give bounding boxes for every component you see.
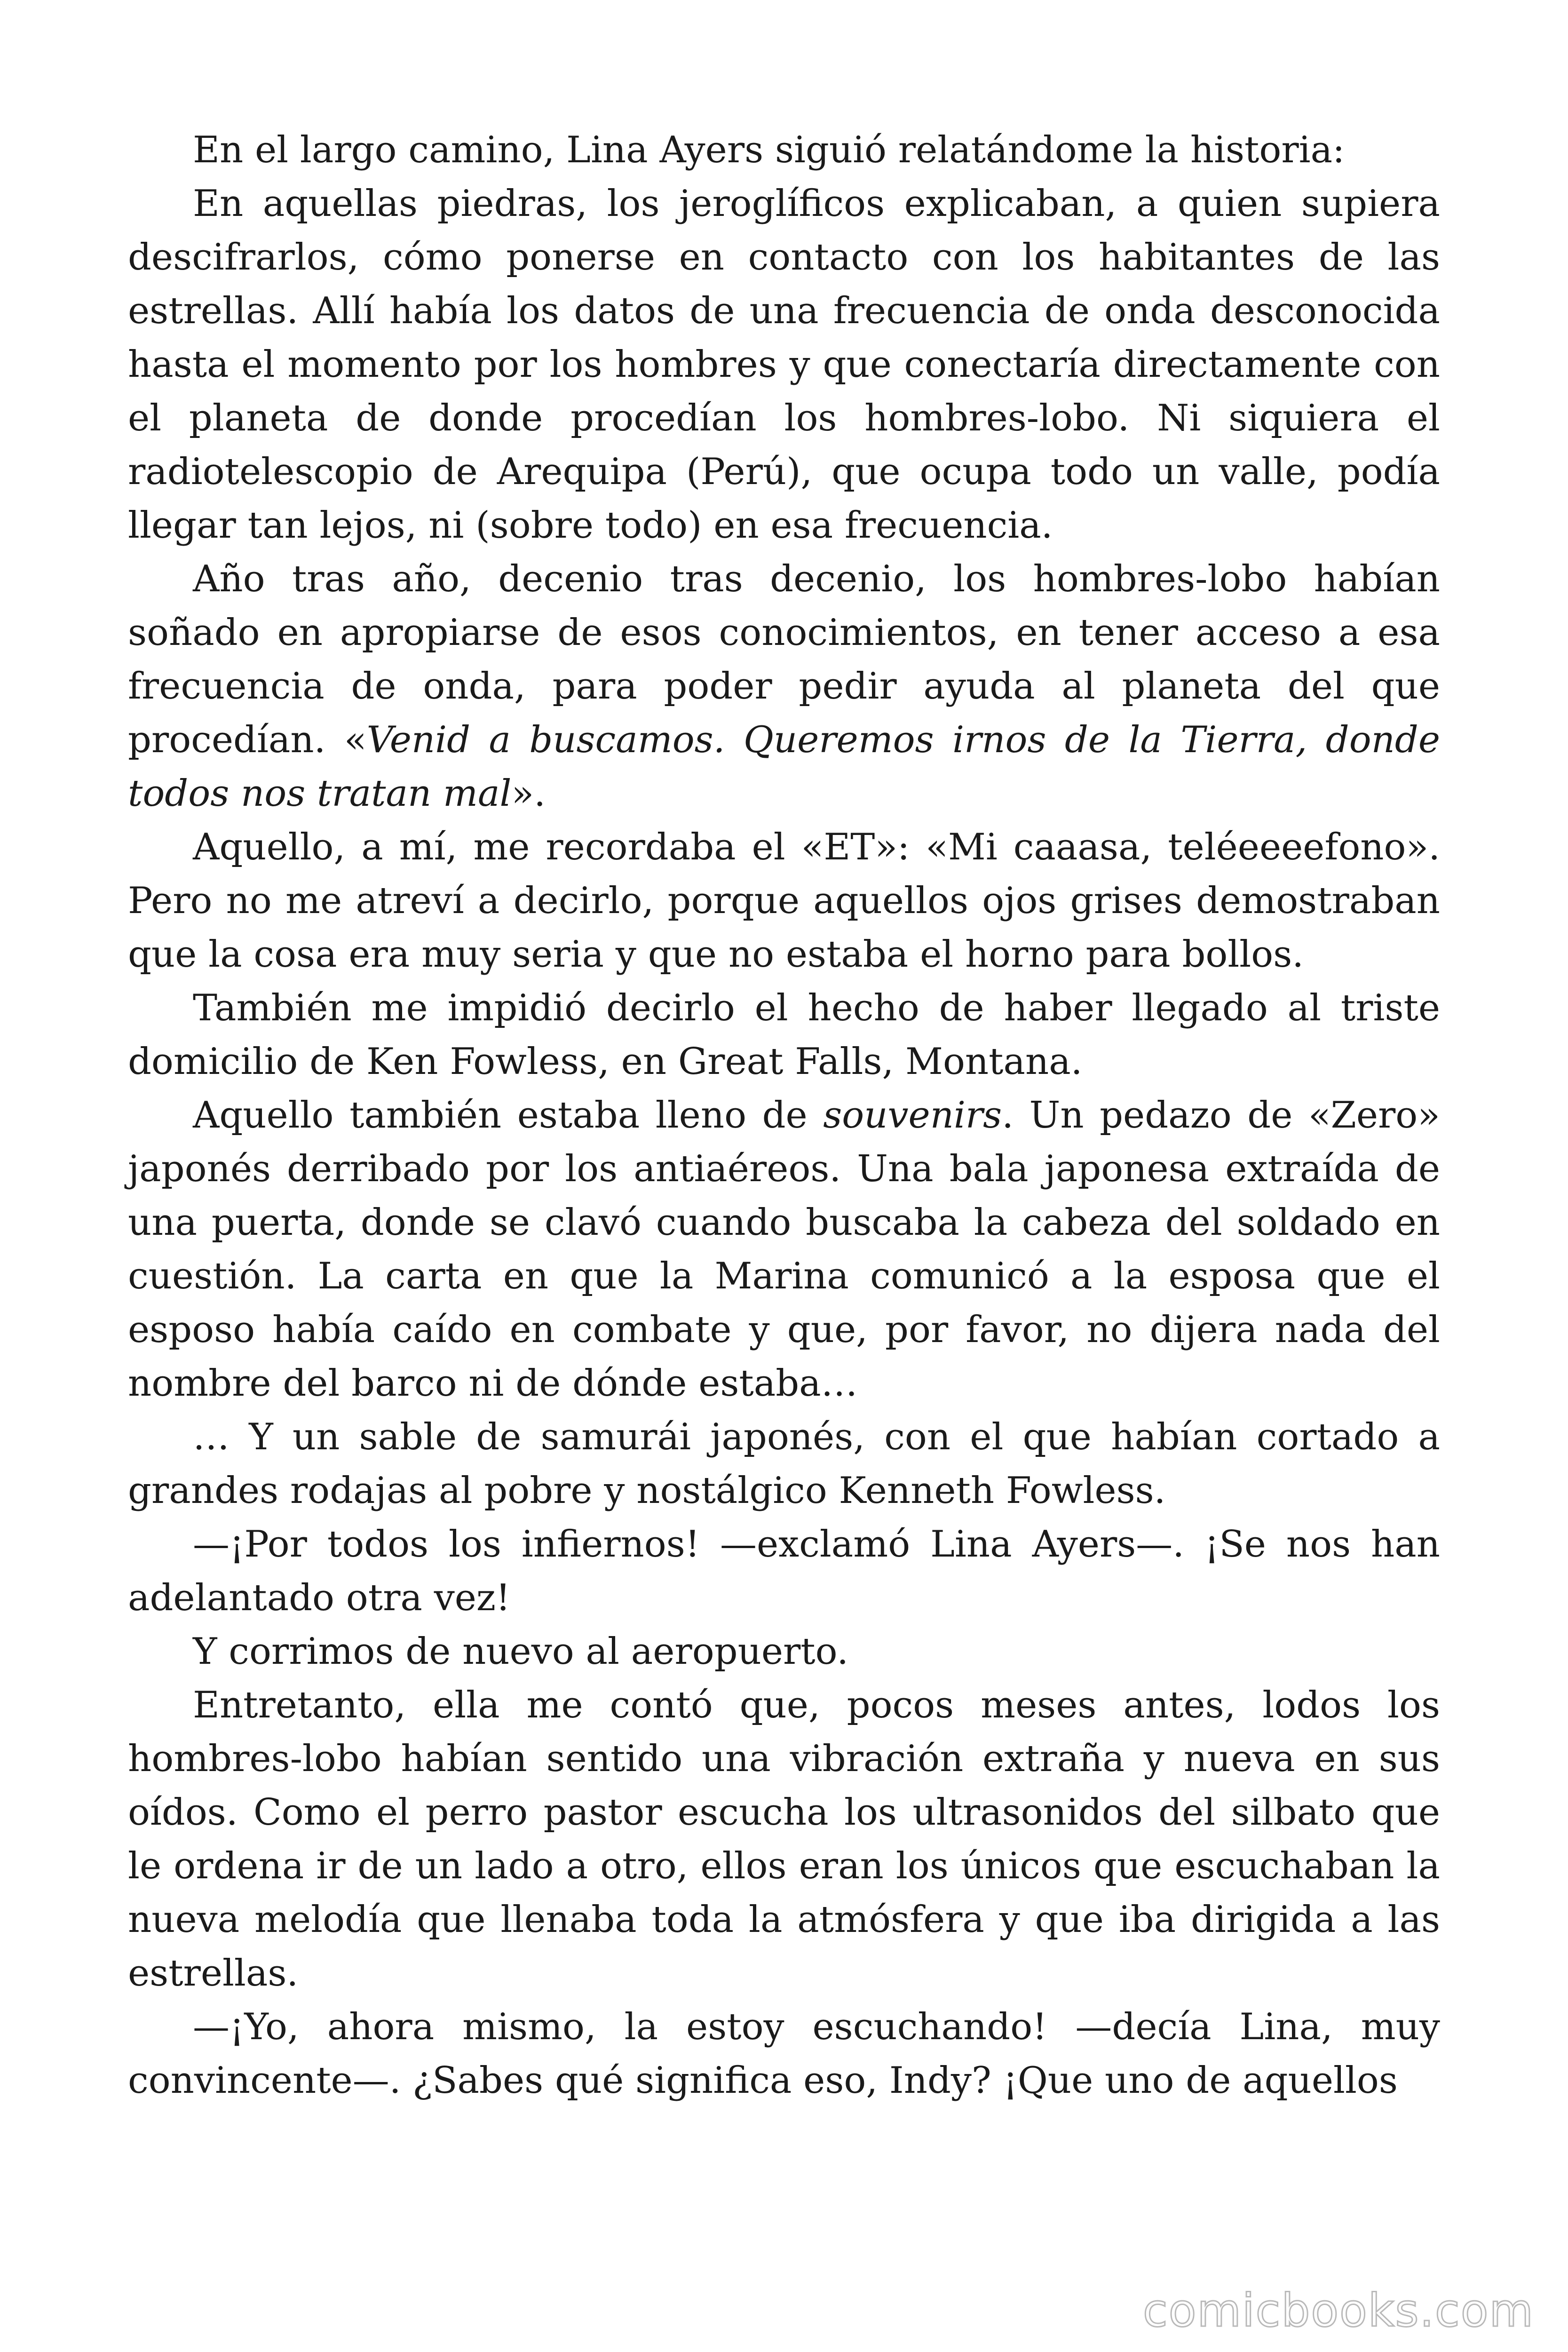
body-text: [128, 123, 1440, 2107]
text-run: En aquellas piedras, los jeroglíficos explicaban, a quien supiera descifrarlos, cómo ponerse en contacto con los habitantes de las estrellas. Allí había los datos de una frecuencia de onda desconocida hasta el momento por los hombres y que conectaría directamente con el planeta de donde procedían los hombres-lobo. Ni siquiera el radiotelescopio de Arequipa (Perú), que ocupa todo un valle, podía llegar tan lejos, ni (sobre todo) en esa frecuencia.: [128, 183, 1440, 547]
paragraph-9: [128, 1625, 1440, 1678]
paragraph-6: [128, 1089, 1440, 1410]
paragraph-11: [128, 2000, 1440, 2107]
text-run: Entretanto, ella me contó que, pocos meses antes, lodos los hombres-lobo habían sentido una vibración extraña y nueva en sus oídos. Como el perro pastor escucha los ultrasonidos del silbato que le ordena ir de un lado a otro, ellos eran los únicos que escuchaban la nueva melodía que llenaba toda la atmósfera y que iba dirigida a las estrellas.: [128, 1684, 1440, 1994]
site-watermark: comicbooks.com: [1142, 2284, 1534, 2337]
text-run: … Y un sable de samurái japonés, con el que habían cortado a grandes rodajas al pobre y nostálgico Kenneth Fowless.: [128, 1416, 1440, 1512]
text-run: Y corrimos de nuevo al aeropuerto.: [193, 1630, 849, 1673]
paragraph-2: [128, 177, 1440, 552]
text-run: Aquello también estaba lleno de: [193, 1094, 824, 1136]
paragraph-8: [128, 1518, 1440, 1625]
italic-quote: Venid a buscamos. Queremos irnos de la Tierra, donde todos nos tratan mal: [128, 719, 1440, 815]
text-run: —¡Yo, ahora mismo, la estoy escuchando! —decía Lina, muy convincente—. ¿Sabes qué significa eso, Indy? ¡Que uno de aquellos: [128, 2006, 1440, 2102]
text-run: . Un pedazo de «Zero» japonés derribado por los antiaéreos. Una bala japonesa extraída de una puerta, donde se clavó cuando buscaba la cabeza del soldado en cuestión. La carta en que la Marina comunicó a la esposa que el esposo había caído en combate y que, por favor, no dijera nada del nombre del barco ni de dónde estaba…: [128, 1094, 1440, 1405]
text-run: Aquello, a mí, me recordaba el «ET»: «Mi caaasa, teléeeeefono». Pero no me atreví a decirlo, porque aquellos ojos grises demostraban que la cosa era muy seria y que no estaba el horno para bollos.: [128, 826, 1440, 976]
text-run: También me impidió decirlo el hecho de haber llegado al triste domicilio de Ken Fowless, en Great Falls, Montana.: [128, 987, 1440, 1083]
paragraph-5: [128, 981, 1440, 1089]
text-run: En el largo camino, Lina Ayers siguió relatándome la historia:: [193, 129, 1345, 171]
italic-word: souvenirs: [823, 1094, 1002, 1136]
paragraph-7: [128, 1410, 1440, 1518]
text-run: ».: [511, 772, 546, 815]
paragraph-1: [128, 123, 1440, 177]
paragraph-10: [128, 1678, 1440, 2000]
paragraph-4: [128, 820, 1440, 981]
paragraph-3: [128, 552, 1440, 820]
text-run: Año tras año, decenio tras decenio, los hombres-lobo habían soñado en apropiarse de esos conocimientos, en tener acceso a esa frecuencia de onda, para poder pedir ayuda al planeta del que procedían. «: [128, 558, 1440, 761]
text-run: —¡Por todos los infiernos! —exclamó Lina Ayers—. ¡Se nos han adelantado otra vez!: [128, 1523, 1440, 1619]
